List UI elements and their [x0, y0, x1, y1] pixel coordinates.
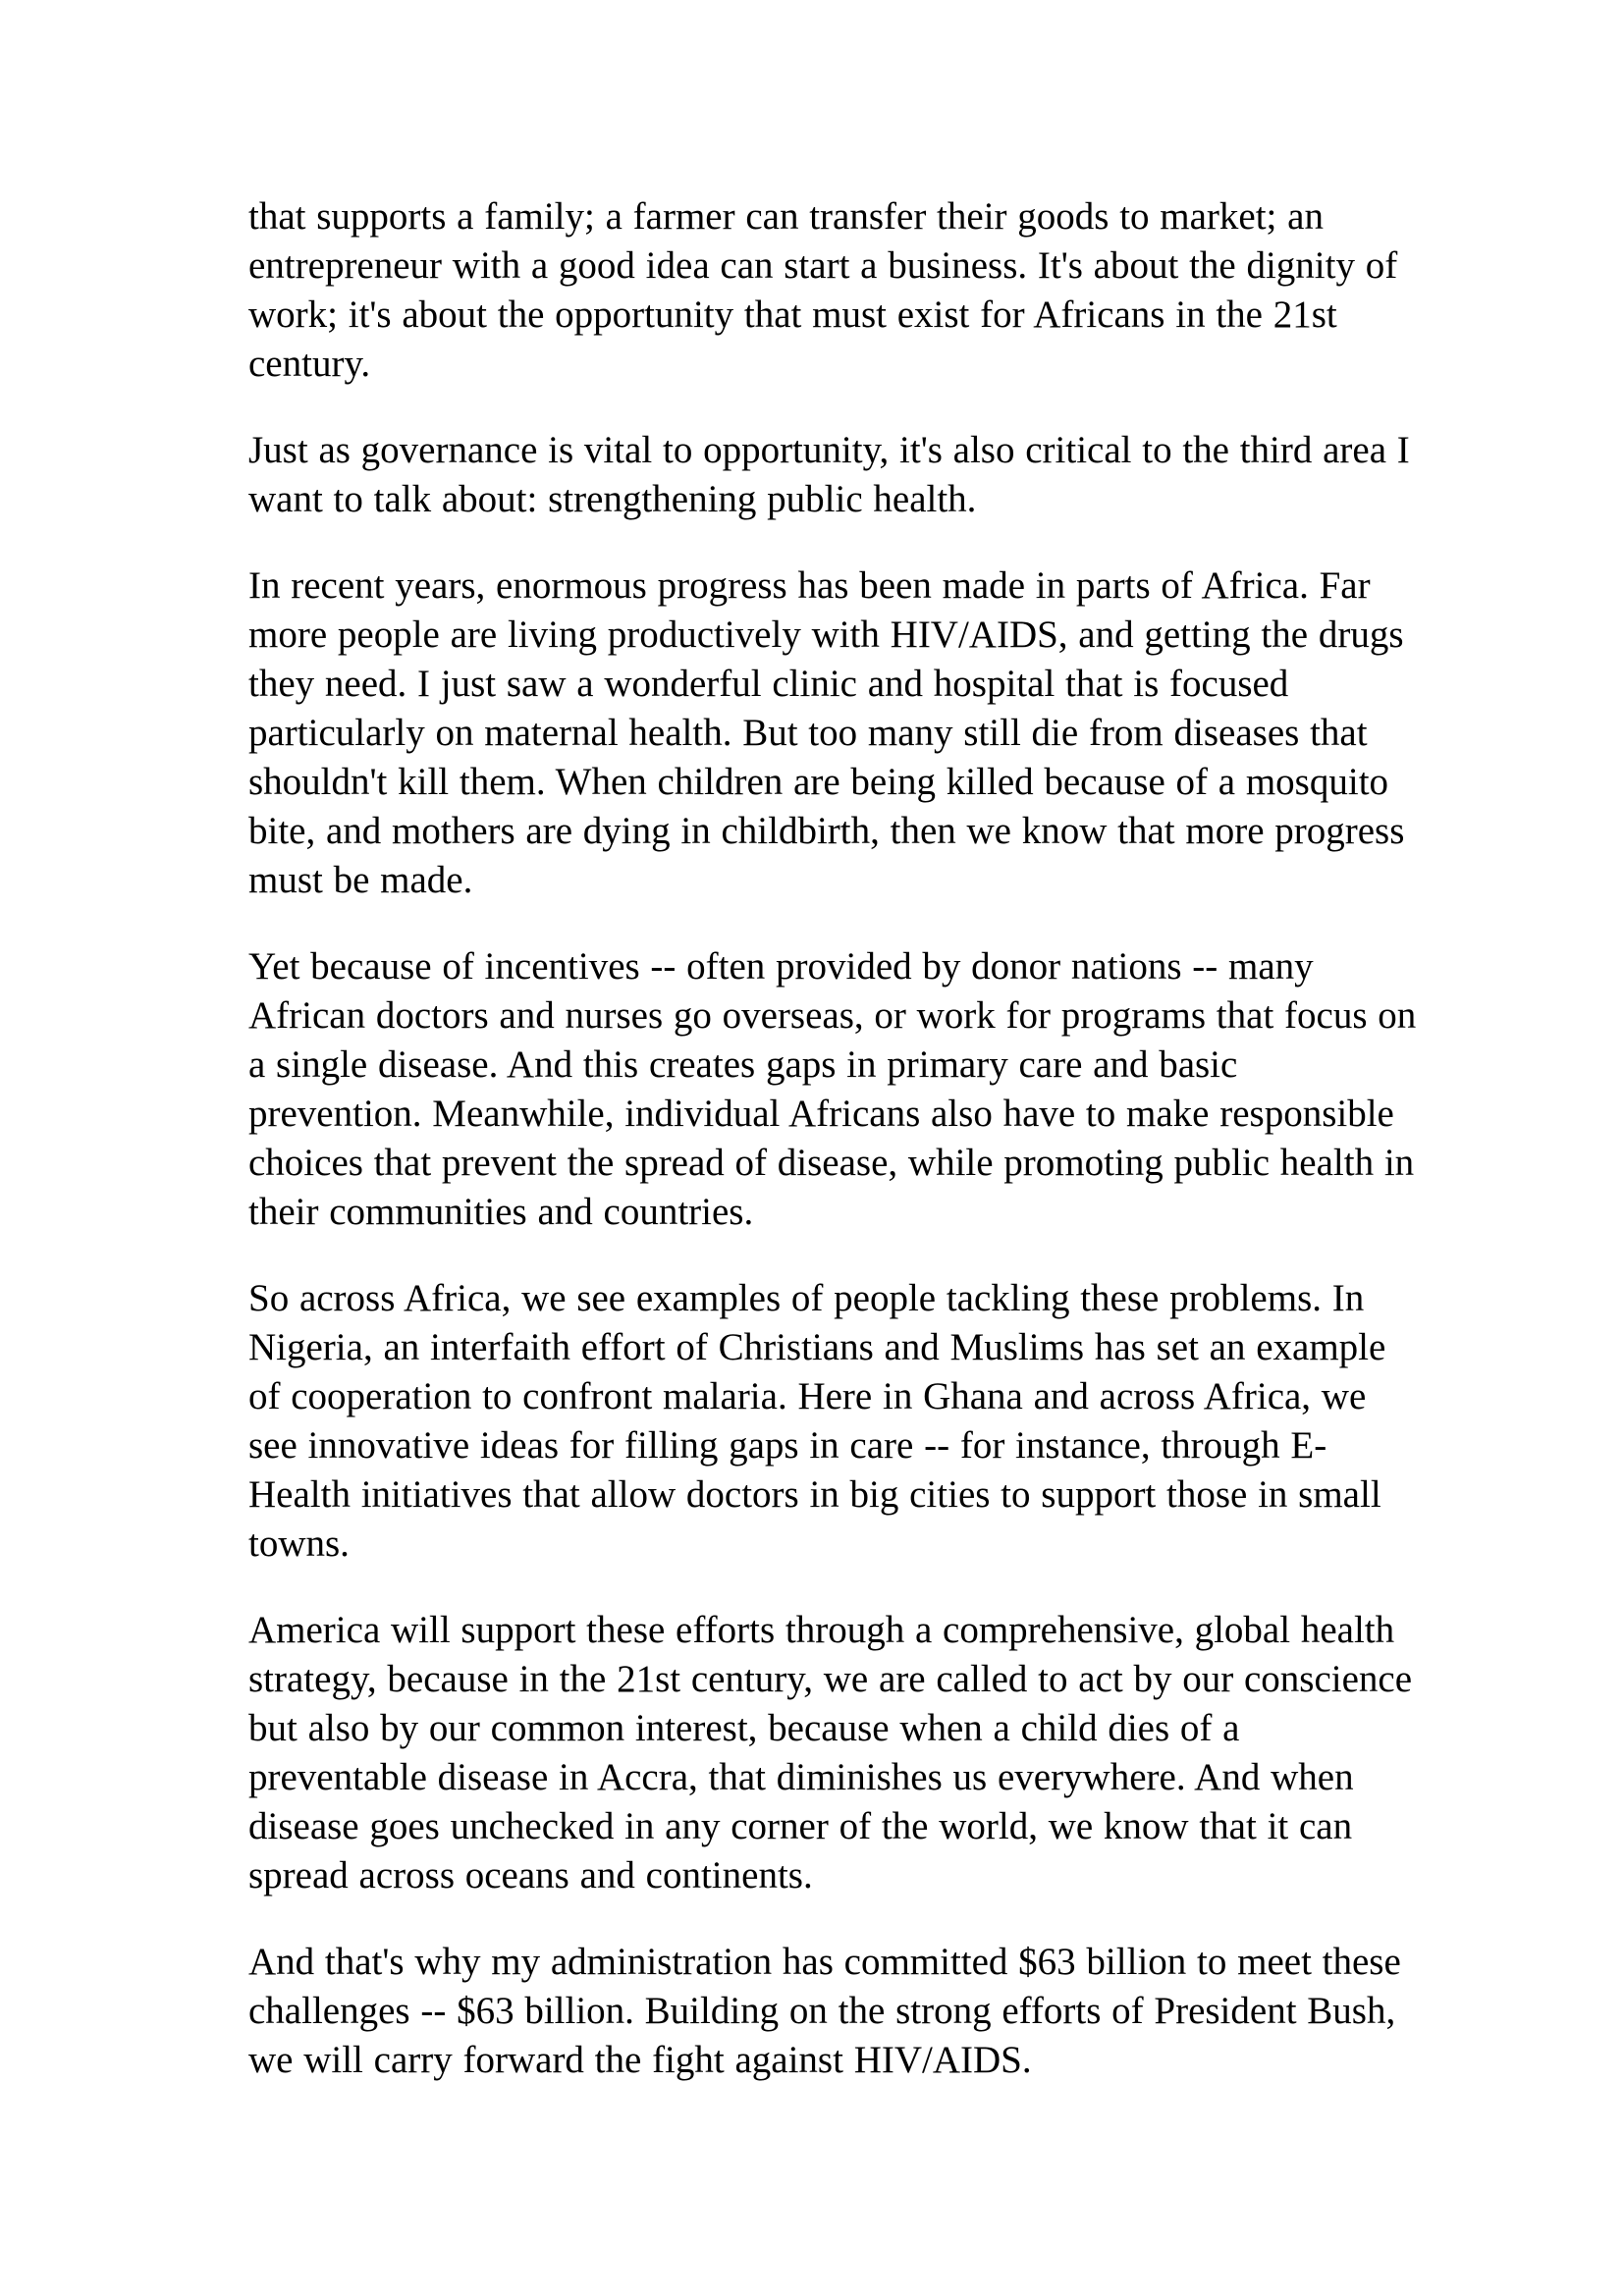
paragraph-3: In recent years, enormous progress has been made in parts of Africa. Far more people are living productively with HIV/AIDS, and getting the drugs they need. I just saw a wonderful clinic and hospital that is focused particularly on maternal health. But too many still die from diseases that shouldn't kill them. When children are being killed because of a mosquito bite, and mothers are dying in childbirth, then we know that more progress must be made.: [248, 564, 1405, 901]
speech-text-block: [248, 192, 1417, 2122]
paragraph-6: America will support these efforts through a comprehensive, global health strategy, because in the 21st century, we are called to act by our conscience but also by our common interest, because when a child dies of a preventable disease in Accra, that diminishes us everywhere. And when disease goes unchecked in any corner of the world, we know that it can spread across oceans and continents.: [248, 1609, 1413, 1896]
paragraph-1: that supports a family; a farmer can transfer their goods to market; an entrepreneur with a good idea can start a business. It's about the dignity of work; it's about the opportunity that must exist for Africans in the 21st century.: [248, 195, 1398, 385]
paragraph-2: Just as governance is vital to opportunity, it's also critical to the third area I want to talk about: strengthening public health.: [248, 429, 1410, 520]
paragraph-4: Yet because of incentives -- often provided by donor nations -- many African doctors and nurses go overseas, or work for programs that focus on a single disease. And this creates gaps in primary care and basic prevention. Meanwhile, individual Africans also have to make responsible choices that prevent the spread of disease, while promoting public health in their communities and countries.: [248, 945, 1417, 1233]
paragraph-5: So across Africa, we see examples of people tackling these problems. In Nigeria, an interfaith effort of Christians and Muslims has set an example of cooperation to confront malaria. Here in Ghana and across Africa, we see innovative ideas for filling gaps in care -- for instance, through E-Health initiatives that allow doctors in big cities to support those in small towns.: [248, 1277, 1386, 1565]
paragraph-7: And that's why my administration has committed $63 billion to meet these challenges -- $63 billion. Building on the strong efforts of President Bush, we will carry forward the fight against HIV/AIDS.: [248, 1941, 1401, 2081]
